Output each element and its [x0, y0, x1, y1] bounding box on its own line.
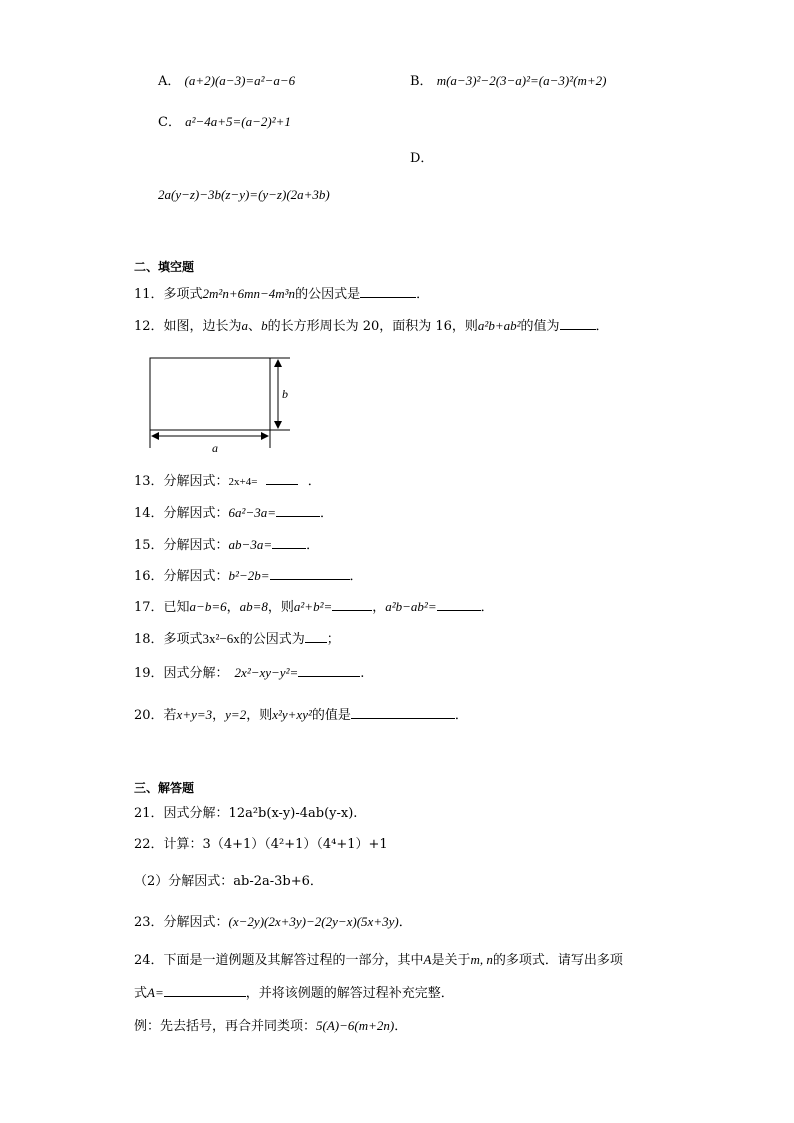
question-17: [134, 598, 494, 617]
q20-c: ，: [212, 708, 226, 723]
question-16: [134, 567, 363, 586]
q20-post: 的值是: [311, 708, 351, 723]
q12-b: b: [261, 318, 268, 333]
example-end: ．: [394, 1019, 408, 1034]
answer-blank: [266, 472, 298, 485]
q16-math: b²−2b=: [228, 568, 270, 583]
q18-math: 3x²−6x: [202, 631, 240, 646]
option-a-math: (a+2)(a−3)=a²−a−6: [184, 73, 296, 88]
q24-post: 的多项式．请写出多项: [492, 953, 623, 968]
q23-end: ．: [398, 915, 412, 930]
q24-line2-math: A=: [147, 985, 164, 1000]
rectangle-figure: [140, 352, 300, 456]
q15-end: ．: [306, 538, 320, 553]
example-pre: 例：先去括号，再合并同类项：: [134, 1019, 317, 1034]
q23-math: (x−2y)(2x+3y)−2(2y−x)(5x+3y): [228, 914, 399, 929]
q20-pre: 20．若: [134, 708, 177, 723]
q19-pre: 19．因式分解：: [134, 666, 229, 681]
question-24: [134, 951, 623, 970]
option-d-math: 2a(y−z)−3b(z−y)=(y−z)(2a+3b): [158, 187, 330, 202]
q17-pre: 17．已知: [134, 600, 190, 615]
question-13: [134, 472, 321, 491]
q17-math3: a²+b²=: [293, 599, 333, 614]
q17-math1: a−b=6: [189, 599, 227, 614]
q18-end: ；: [326, 632, 340, 647]
q20-math3: x²y+xy²: [272, 707, 312, 722]
answer-blank: [270, 567, 350, 580]
option-d-label: D．: [410, 151, 434, 166]
q20-math2: y=2: [225, 707, 247, 722]
option-c: [158, 113, 291, 132]
answer-blank: [298, 664, 360, 677]
question-22: 22．计算：3（4+1）（4²+1）（4⁴+1）+1: [134, 837, 388, 852]
answer-blank: [560, 317, 596, 330]
q24-mn: m, n: [470, 952, 493, 967]
q12-a: a: [241, 318, 249, 333]
example-math: 5(A)−6(m+2n): [316, 1018, 395, 1033]
q15-math: ab−3a=: [228, 537, 273, 552]
option-b-math: m(a−3)²−2(3−a)²=(a−3)²(m+2): [436, 73, 607, 88]
q17-end: ．: [480, 600, 494, 615]
label-b: b: [282, 387, 288, 401]
q20-math1: x+y=3: [176, 707, 213, 722]
q17-c2: ，: [372, 600, 386, 615]
question-12: [134, 317, 609, 336]
question-23: [134, 913, 412, 932]
q17-c1: ，: [226, 600, 240, 615]
option-c-math: a²−4a+5=(a−2)²+1: [185, 114, 291, 129]
q23-pre: 23．分解因式：: [134, 915, 229, 930]
q24-line2-post: ，并将该例题的解答过程补充完整．: [245, 986, 454, 1001]
question-15: [134, 536, 319, 555]
q24-pre: 24．下面是一道例题及其解答过程的一部分，其中: [134, 953, 424, 968]
example-line: [134, 1017, 407, 1036]
answer-blank: [351, 706, 455, 719]
rectangle: [150, 358, 270, 430]
option-a: [158, 72, 295, 91]
section-2-title: 二、填空题: [134, 260, 195, 274]
q12-end: ．: [595, 319, 609, 334]
question-21: 21．因式分解：12a²b(x-y)-4ab(y-x).: [134, 806, 358, 821]
section-3-title: 三、解答题: [134, 781, 195, 795]
q24-A: A: [423, 952, 432, 967]
option-b-label: B．: [410, 74, 433, 89]
question-18: [134, 630, 340, 649]
answer-blank: [305, 630, 327, 643]
question-11: [134, 285, 429, 304]
q14-pre: 14．分解因式：: [134, 506, 229, 521]
q20-mid: ，则: [246, 708, 273, 723]
q12-math: a²b+ab²: [477, 318, 521, 333]
question-20: [134, 706, 468, 725]
question-24-line-2: [134, 984, 454, 1003]
question-19: [134, 664, 364, 683]
question-22-part-2: （2）分解因式：ab-2a-3b+6．: [134, 874, 323, 889]
answer-blank: [332, 598, 372, 611]
q17-math4: a²b−ab²=: [385, 599, 437, 614]
q18-pre: 18．多项式: [134, 632, 203, 647]
q12-mid: 的长方形周长为 20，面积为 16，则: [267, 319, 478, 334]
q17-math2: ab=8: [239, 599, 268, 614]
answer-blank: [276, 504, 320, 517]
q16-pre: 16．分解因式：: [134, 569, 229, 584]
q11-post: 的公因式是: [295, 287, 361, 302]
q15-pre: 15．分解因式：: [134, 538, 229, 553]
q18-post: 的公因式为: [239, 632, 305, 647]
q24-mid: 是关于: [431, 953, 471, 968]
label-a: a: [212, 441, 218, 455]
q19-end: .: [360, 666, 365, 681]
answer-blank: [164, 984, 246, 997]
q12-post: 的值为: [520, 319, 560, 334]
q12-pre: 12．如图，边长为: [134, 319, 242, 334]
q19-math: 2x²−xy−y²=: [234, 665, 299, 680]
q16-end: ．: [349, 569, 363, 584]
option-a-label: A．: [158, 74, 181, 89]
option-c-label: C．: [158, 115, 181, 130]
q20-end: ．: [454, 708, 468, 723]
q14-end: ．: [320, 506, 334, 521]
q11-end: ．: [416, 287, 430, 302]
q13-math: 2x+4=: [228, 476, 258, 488]
q17-mid: ，则: [267, 600, 294, 615]
q13-end: ．: [307, 474, 321, 489]
q13-pre: 13．分解因式：: [134, 474, 229, 489]
q11-pre: 11．多项式: [134, 287, 203, 302]
answer-blank: [360, 285, 416, 298]
q12-sep: 、: [248, 319, 262, 334]
answer-blank: [437, 598, 481, 611]
option-b: [410, 72, 606, 91]
q11-math: 2m²n+6mn−4m³n: [202, 286, 296, 301]
q24-line2-pre: 式: [134, 986, 148, 1001]
question-14: [134, 504, 333, 523]
answer-blank: [272, 536, 306, 549]
q14-math: 6a²−3a=: [228, 505, 276, 520]
